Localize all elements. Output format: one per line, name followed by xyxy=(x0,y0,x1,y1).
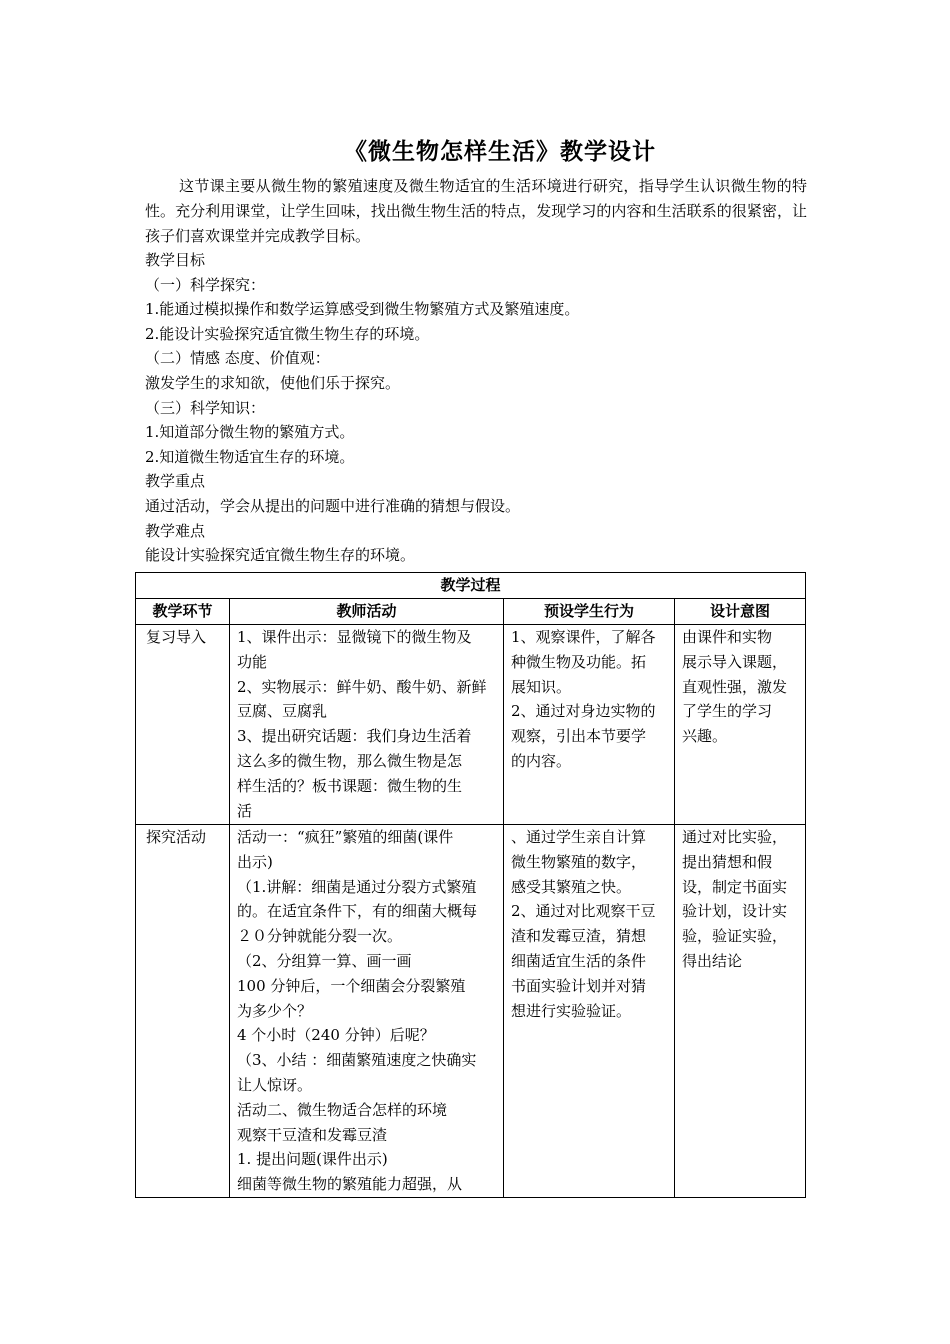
cell-line: ２０分钟就能分裂一次。 xyxy=(237,927,403,946)
cell-line: 细菌等微生物的繁殖能力超强，从 xyxy=(237,1175,463,1194)
cell-line: 想进行实验验证。 xyxy=(511,1001,632,1020)
table-row xyxy=(136,825,806,1198)
cell-line: 渣和发霉豆渣，猜想 xyxy=(511,927,647,946)
cell-line: 了学生的学习 xyxy=(682,702,773,721)
cell-line: 种微生物及功能。拓 xyxy=(511,652,647,671)
difficulty-text: 能设计实验探究适宜微生物生存的环境。 xyxy=(145,546,416,565)
cell-line: 、通过学生亲自计算 xyxy=(511,828,647,846)
section-heading-key-point: 教学重点 xyxy=(145,472,206,491)
section-heading-difficulty: 教学难点 xyxy=(145,521,206,540)
objective-item: 2.知道微生物适宜生存的环境。 xyxy=(145,447,355,466)
cell-line: 2、通过对身边实物的 xyxy=(511,702,656,721)
cell-line: 4 个小时（240 分钟）后呢？ xyxy=(237,1026,435,1045)
cell-line: 活动一：“疯狂”繁殖的细菌(课件 xyxy=(237,828,454,846)
cell-line: 3、提出研究话题：我们身边生活着 xyxy=(237,727,472,746)
document-title: 《微生物怎样生活》教学设计 xyxy=(344,138,656,165)
cell-line: 提出猜想和假 xyxy=(682,852,773,871)
objective-subheading: （三）科学知识： xyxy=(145,398,266,417)
key-point-text: 通过活动，学会从提出的问题中进行准确的猜想与假设。 xyxy=(145,496,521,515)
teacher-activity-cell xyxy=(230,825,504,1198)
cell-line: 为多少个？ xyxy=(237,1001,313,1020)
cell-line: 通过对比实验， xyxy=(682,828,788,846)
cell-line: 1. 提出问题(课件出示) xyxy=(237,1150,388,1169)
cell-line: 展示导入课题， xyxy=(682,652,788,671)
cell-line: （2、分组算一算、画一画 xyxy=(237,951,412,970)
cell-line: 得出结论 xyxy=(682,951,743,970)
table-caption-row xyxy=(136,573,806,599)
stage-cell: 复习导入 xyxy=(136,625,230,825)
objectives-section xyxy=(145,248,807,568)
table-row xyxy=(136,625,806,825)
teaching-process-table xyxy=(135,572,806,1198)
cell-line: 书面实验计划并对猜 xyxy=(511,976,647,995)
cell-line: 2、实物展示：鲜牛奶、酸牛奶、新鲜 xyxy=(237,677,487,696)
cell-line: 设，制定书面实 xyxy=(682,877,788,896)
cell-line: 展知识。 xyxy=(511,677,572,696)
student-behavior-cell xyxy=(504,825,675,1198)
cell-line: 功能 xyxy=(237,652,268,671)
cell-line: 出示) xyxy=(237,852,273,871)
cell-line: 1、课件出示：显微镜下的微生物及 xyxy=(237,628,472,646)
objective-item: 激发学生的求知欲，使他们乐于探究。 xyxy=(145,373,401,392)
objective-item: 1.能通过模拟操作和数学运算感受到微生物繁殖方式及繁殖速度。 xyxy=(145,300,580,319)
column-header: 教师活动 xyxy=(230,599,504,625)
column-header: 设计意图 xyxy=(675,599,806,625)
cell-line: 100 分钟后，一个细菌会分裂繁殖 xyxy=(237,976,466,995)
cell-line: 感受其繁殖之快。 xyxy=(511,877,632,896)
cell-line: 2、通过对比观察干豆 xyxy=(511,902,656,921)
cell-line: 由课件和实物 xyxy=(682,628,773,646)
objective-subheading: （一）科学探究： xyxy=(145,275,266,294)
cell-line: 观察，引出本节要学 xyxy=(511,727,647,746)
cell-line: 观察干豆渣和发霉豆渣 xyxy=(237,1125,388,1144)
table-caption: 教学过程 xyxy=(136,573,806,599)
section-heading-objectives: 教学目标 xyxy=(145,251,206,269)
teacher-activity-cell xyxy=(230,625,504,825)
cell-line: 这么多的微生物，那么微生物是怎 xyxy=(237,751,463,770)
stage-cell: 探究活动 xyxy=(136,825,230,1198)
cell-line: 的。在适宜条件下，有的细菌大概每 xyxy=(237,902,478,921)
cell-line: 直观性强，激发 xyxy=(682,677,788,696)
objective-item: 2.能设计实验探究适宜微生物生存的环境。 xyxy=(145,324,430,343)
design-intent-cell xyxy=(675,625,806,825)
cell-line: 的内容。 xyxy=(511,751,572,770)
cell-line: 兴趣。 xyxy=(682,727,728,746)
cell-line: （1.讲解：细菌是通过分裂方式繁殖 xyxy=(237,877,477,896)
column-header: 预设学生行为 xyxy=(504,599,675,625)
cell-line: 活 xyxy=(237,801,253,820)
cell-line: 样生活的？板书课题：微生物的生 xyxy=(237,776,463,795)
student-behavior-cell xyxy=(504,625,675,825)
intro-paragraph: 这节课主要从微生物的繁殖速度及微生物适宜的生活环境进行研究，指导学生认识微生物的特性。充分利用课堂，让学生回味，找出微生物生活的特点，发现学习的内容和生活联系的很紧密，让孩子们喜欢课堂并完成教学目标。 xyxy=(145,177,807,245)
cell-line: 让人惊讶。 xyxy=(237,1075,313,1094)
design-intent-cell xyxy=(675,825,806,1198)
cell-line: 豆腐、豆腐乳 xyxy=(237,702,328,721)
cell-line: 活动二、微生物适合怎样的环境 xyxy=(237,1100,448,1119)
objective-subheading: （二）情感 态度、价值观： xyxy=(145,349,330,368)
cell-line: 细菌适宜生活的条件 xyxy=(511,951,647,970)
objective-item: 1.知道部分微生物的繁殖方式。 xyxy=(145,423,355,442)
cell-line: 验，验证实验， xyxy=(682,927,788,946)
cell-line: 1、观察课件，了解各 xyxy=(511,628,656,646)
column-header: 教学环节 xyxy=(136,599,230,625)
cell-line: 微生物繁殖的数字， xyxy=(511,852,647,871)
table-header-row xyxy=(136,599,806,625)
cell-line: （3、小结 ：细菌繁殖速度之快确实 xyxy=(237,1051,477,1070)
cell-line: 验计划，设计实 xyxy=(682,902,788,921)
